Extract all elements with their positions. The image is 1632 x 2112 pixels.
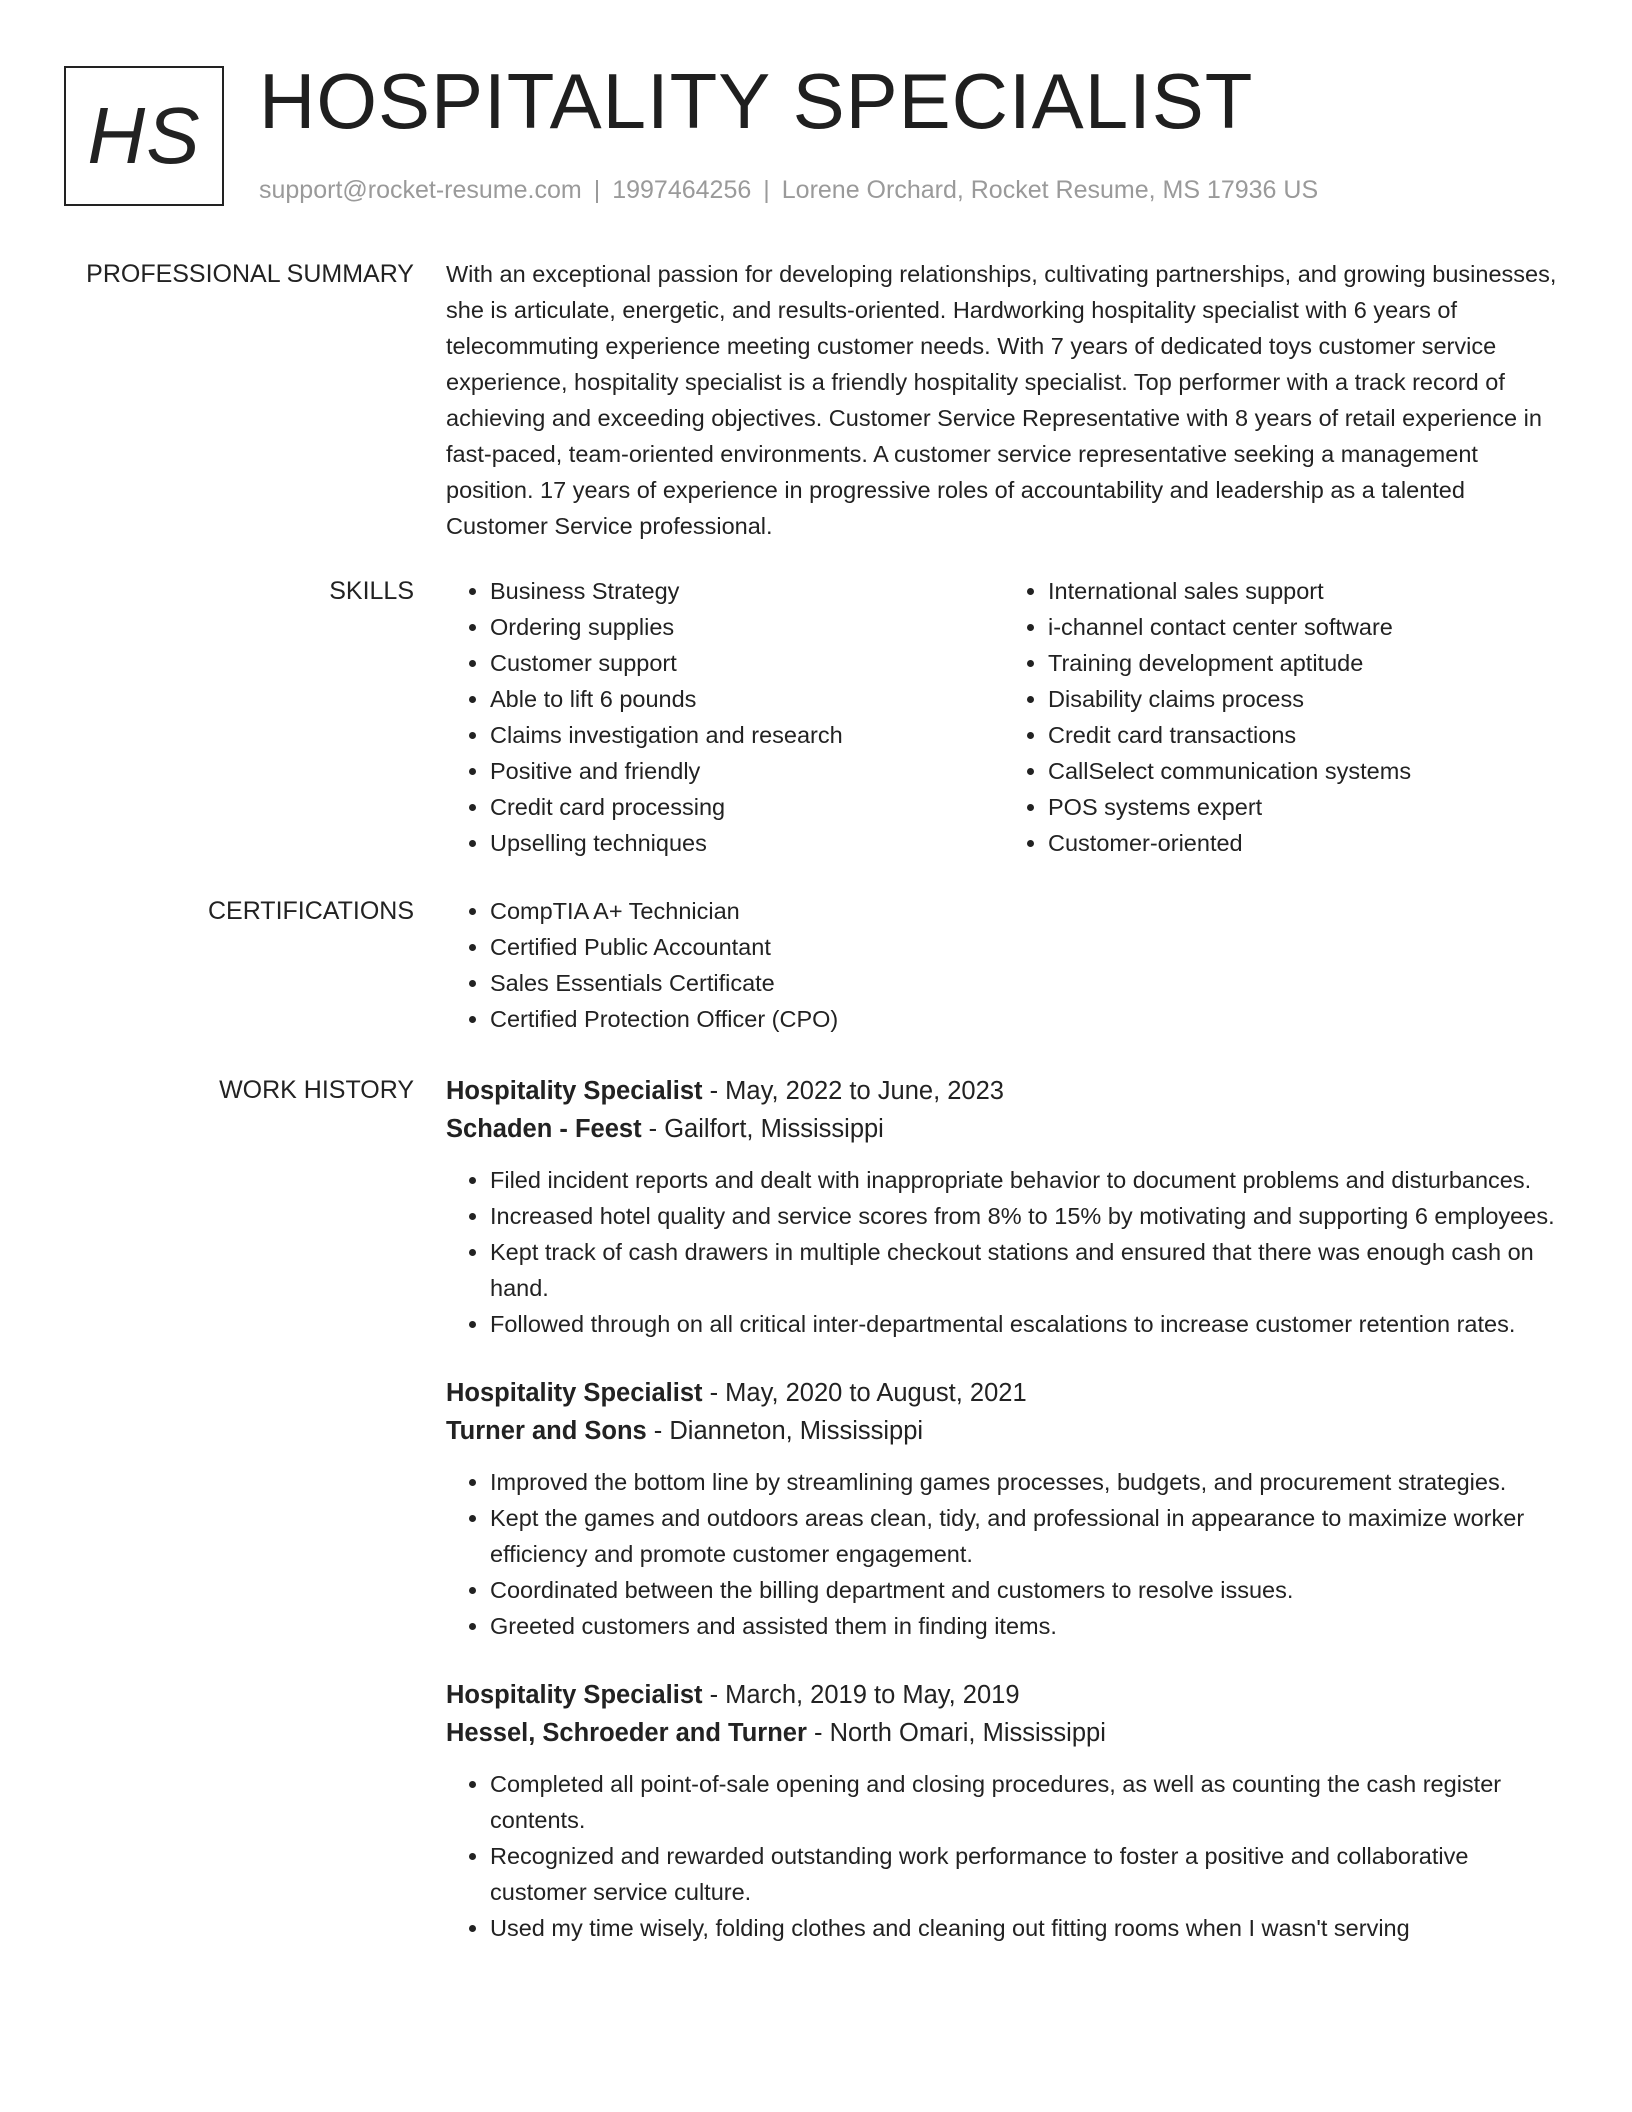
contact-line (259, 174, 1318, 206)
list-item: • Disability claims process (1048, 681, 1562, 717)
job-bullets (446, 1766, 1562, 1946)
list-item: • Customer-oriented (1048, 825, 1562, 861)
list-item: • Recognized and rewarded outstanding work performance to foster a positive and collaborative customer service culture. (490, 1838, 1562, 1910)
list-item: • Sales Essentials Certificate (490, 965, 1562, 1001)
list-item: • Credit card transactions (1048, 717, 1562, 753)
job-entry (446, 1072, 1562, 1342)
contact-phone[interactable]: 1997464256 (612, 176, 752, 204)
job-bullets (446, 1162, 1562, 1342)
list-item: • Upselling techniques (490, 825, 1004, 861)
job-entry (446, 1374, 1562, 1644)
job-employer (446, 1110, 1562, 1148)
list-item: • CompTIA A+ Technician (490, 893, 1562, 929)
job-title: Hospitality Specialist (446, 1077, 703, 1105)
list-item: • Increased hotel quality and service scores from 8% to 15% by motivating and supporting 6 employees. (490, 1198, 1562, 1234)
list-item: • Greeted customers and assisted them in finding items. (490, 1608, 1562, 1644)
list-item: • International sales support (1048, 573, 1562, 609)
list-item: • Certified Public Accountant (490, 929, 1562, 965)
list-item: • Followed through on all critical inter-departmental escalations to increase customer retention rates. (490, 1306, 1562, 1342)
job-dates: - May, 2020 to August, 2021 (702, 1379, 1027, 1407)
job-employer (446, 1412, 1562, 1450)
contact-address: Lorene Orchard, Rocket Resume, MS 17936 US (781, 176, 1319, 204)
list-item: • Coordinated between the billing department and customers to resolve issues. (490, 1572, 1562, 1608)
list-item: • POS systems expert (1048, 789, 1562, 825)
list-item: • CallSelect communication systems (1048, 753, 1562, 789)
list-item: • i-channel contact center software (1048, 609, 1562, 645)
skills-column-right (1004, 573, 1562, 861)
list-item: • Credit card processing (490, 789, 1004, 825)
job-company: Hessel, Schroeder and Turner (446, 1719, 807, 1747)
contact-separator: | (593, 176, 601, 204)
list-item: • Improved the bottom line by streamlining games processes, budgets, and procurement strategies. (490, 1464, 1562, 1500)
monogram-logo: HS (64, 66, 224, 206)
work-history-list (446, 1072, 1562, 1978)
job-location: - Gailfort, Mississippi (641, 1115, 884, 1143)
section-label-work-history: WORK HISTORY (219, 1076, 414, 1104)
contact-email[interactable]: support@rocket-resume.com (259, 176, 582, 204)
list-item: • Able to lift 6 pounds (490, 681, 1004, 717)
section-label-summary: PROFESSIONAL SUMMARY (86, 260, 414, 288)
skills-column-left (446, 573, 1004, 861)
certifications-list (446, 893, 1562, 1037)
job-company: Turner and Sons (446, 1417, 647, 1445)
section-label-skills: SKILLS (329, 577, 414, 605)
list-item: • Used my time wisely, folding clothes and cleaning out fitting rooms when I wasn't serving (490, 1910, 1562, 1946)
job-heading (446, 1072, 1562, 1110)
list-item: • Filed incident reports and dealt with inappropriate behavior to document problems and disturbances. (490, 1162, 1562, 1198)
list-item: • Ordering supplies (490, 609, 1004, 645)
list-item: • Completed all point-of-sale opening and closing procedures, as well as counting the cash register contents. (490, 1766, 1562, 1838)
skills-list (446, 573, 1562, 861)
job-dates: - May, 2022 to June, 2023 (702, 1077, 1004, 1105)
job-dates: - March, 2019 to May, 2019 (702, 1681, 1020, 1709)
list-item: • Kept the games and outdoors areas clean, tidy, and professional in appearance to maximize worker efficiency and promote customer engagement. (490, 1500, 1562, 1572)
list-item: • Certified Protection Officer (CPO) (490, 1001, 1562, 1037)
list-item: • Claims investigation and research (490, 717, 1004, 753)
page-title: HOSPITALITY SPECIALIST (259, 57, 1254, 145)
job-bullets (446, 1464, 1562, 1644)
job-entry (446, 1676, 1562, 1946)
section-label-certifications: CERTIFICATIONS (207, 897, 414, 925)
job-heading (446, 1374, 1562, 1412)
job-employer (446, 1714, 1562, 1752)
summary-text: With an exceptional passion for developing relationships, cultivating partnerships, and growing businesses, she is articulate, energetic, and results-oriented. Hardworking hospitality specialist with 6 years of telecommuting experience meeting customer needs. With 7 years of dedicated toys customer service experience, hospitality specialist is a friendly hospitality specialist. Top performer with a track record of achieving and exceeding objectives. Customer Service Representative with 8 years of retail experience in fast-paced, team-oriented environments. A customer service representative seeking a management position. 17 years of experience in progressive roles of accountability and leadership as a talented Customer Service professional. (446, 261, 1557, 539)
list-item: • Training development aptitude (1048, 645, 1562, 681)
list-item: • Positive and friendly (490, 753, 1004, 789)
contact-separator: | (763, 176, 770, 204)
list-item: • Business Strategy (490, 573, 1004, 609)
job-company: Schaden - Feest (446, 1115, 642, 1143)
job-location: - North Omari, Mississippi (806, 1719, 1106, 1747)
job-title: Hospitality Specialist (446, 1379, 703, 1407)
job-location: - Dianneton, Mississippi (646, 1417, 924, 1445)
job-title: Hospitality Specialist (446, 1681, 703, 1709)
list-item: • Kept track of cash drawers in multiple checkout stations and ensured that there was enough cash on hand. (490, 1234, 1562, 1306)
job-heading (446, 1676, 1562, 1714)
list-item: • Customer support (490, 645, 1004, 681)
